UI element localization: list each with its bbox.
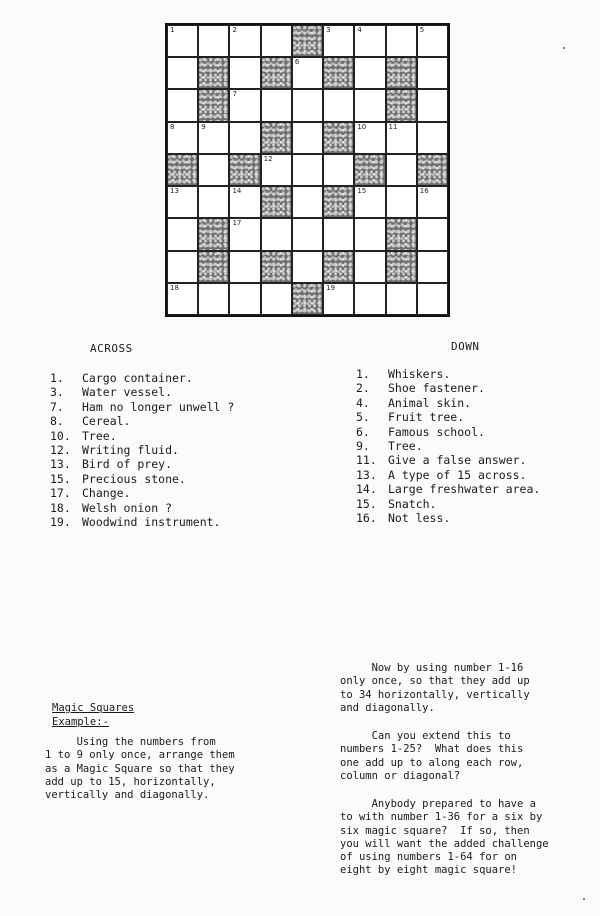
clue-text: Famous school.: [388, 424, 485, 439]
across-clue: [50, 457, 234, 471]
clue-number: 6: [294, 58, 300, 67]
crossword-cell[interactable]: [417, 89, 448, 121]
magic-paragraph-25: Can you extend this to numbers 1-25? What does this one add up to along each row, column or diagonal?: [340, 730, 524, 782]
clue-number: 13: [170, 187, 179, 196]
crossword-cell[interactable]: [167, 251, 198, 283]
crossword-cell[interactable]: [261, 283, 292, 315]
crossword-cell[interactable]: [198, 154, 229, 186]
clue-text: Welsh onion ?: [82, 500, 173, 515]
crossword-cell[interactable]: [323, 89, 354, 121]
crossword-black-cell: [261, 57, 292, 89]
example-paragraph: Using the numbers from 1 to 9 only once, arrange them as a Magic Square so that they add up to 15, horizontally, vertically and diagonally.: [45, 736, 235, 802]
crossword-cell[interactable]: [292, 122, 323, 154]
crossword-cell[interactable]: [386, 122, 417, 154]
clue-number: 14: [232, 187, 242, 196]
crossword-cell[interactable]: [198, 122, 229, 154]
clue-num: 7.: [50, 399, 64, 414]
crossword-cell[interactable]: [292, 218, 323, 250]
crossword-black-cell: [292, 283, 323, 315]
clue-number: 11: [388, 122, 398, 131]
crossword-cell[interactable]: [261, 218, 292, 250]
clue-num: 2.: [356, 381, 370, 396]
crossword-black-cell: [198, 89, 229, 121]
crossword-cell[interactable]: [323, 154, 354, 186]
crossword-cell[interactable]: [229, 251, 260, 283]
crossword-grid: [165, 23, 450, 317]
clue-num: 4.: [356, 395, 370, 410]
clue-number: 7: [232, 90, 237, 99]
clue-number: 3: [326, 26, 331, 34]
crossword-black-cell: [292, 25, 323, 57]
crossword-cell[interactable]: [292, 89, 323, 121]
clue-number: 10: [357, 122, 367, 131]
crossword-cell[interactable]: [386, 154, 417, 186]
crossword-black-cell: [323, 57, 354, 89]
across-clue: [50, 371, 234, 385]
crossword-black-cell: [261, 251, 292, 283]
crossword-cell[interactable]: [167, 122, 198, 154]
crossword-cell[interactable]: [354, 89, 385, 121]
across-clue: [50, 443, 234, 457]
down-clue: [356, 381, 540, 395]
crossword-cell[interactable]: [167, 25, 198, 57]
crossword-cell[interactable]: [323, 218, 354, 250]
crossword-cell[interactable]: [198, 283, 229, 315]
crossword-black-cell: [198, 218, 229, 250]
down-clue: [356, 511, 540, 525]
crossword-cell[interactable]: [417, 25, 448, 57]
clue-text: Snatch.: [388, 496, 437, 511]
clue-text: Precious stone.: [82, 471, 186, 486]
clue-number: 4: [357, 26, 362, 34]
clue-number: 16: [419, 187, 429, 196]
crossword-black-cell: [261, 186, 292, 218]
clue-number: 12: [263, 154, 273, 163]
crossword-cell[interactable]: [354, 25, 385, 57]
down-clue: [356, 410, 540, 424]
magic-squares-title: Magic Squares: [52, 702, 135, 714]
clue-text: Writing fluid.: [82, 443, 179, 458]
clue-num: 5.: [356, 410, 370, 425]
crossword-cell[interactable]: [354, 283, 385, 315]
crossword-cell[interactable]: [229, 122, 260, 154]
clue-number: 2: [232, 26, 237, 34]
clue-text: Water vessel.: [82, 385, 173, 400]
clue-text: Tree.: [82, 428, 117, 443]
crossword-black-cell: [323, 186, 354, 218]
crossword-cell[interactable]: [229, 25, 260, 57]
across-clue: [50, 515, 234, 529]
clue-num: 8.: [50, 414, 64, 429]
crossword-black-cell: [323, 251, 354, 283]
crossword-black-cell: [386, 218, 417, 250]
crossword-black-cell: [229, 154, 260, 186]
crossword-cell[interactable]: [386, 186, 417, 218]
down-clue: [356, 497, 540, 511]
across-clue: [50, 414, 234, 428]
scan-speck: [583, 898, 585, 900]
clue-num: 17.: [50, 486, 71, 501]
crossword-black-cell: [386, 251, 417, 283]
clue-num: 1.: [50, 371, 64, 385]
clue-number: 8: [170, 122, 175, 131]
crossword-cell[interactable]: [167, 57, 198, 89]
clue-text: Not less.: [388, 511, 451, 526]
clue-number: 1: [170, 26, 175, 34]
down-clue: [356, 439, 540, 453]
clue-num: 13.: [356, 467, 377, 482]
crossword-cell[interactable]: [198, 25, 229, 57]
clue-num: 13.: [50, 457, 71, 472]
down-clue: [356, 482, 540, 496]
clue-text: Bird of prey.: [82, 457, 173, 472]
crossword-cell[interactable]: [167, 218, 198, 250]
clue-number: 9: [201, 122, 206, 131]
clue-num: 10.: [50, 428, 71, 443]
clue-number: 17: [232, 219, 242, 228]
clue-text: Change.: [82, 486, 131, 501]
across-clue: [50, 400, 234, 414]
crossword-cell[interactable]: [167, 89, 198, 121]
clue-num: 1.: [356, 367, 370, 381]
crossword-cell[interactable]: [417, 186, 448, 218]
crossword-black-cell: [323, 122, 354, 154]
clue-text: Tree.: [388, 439, 423, 454]
example-label: Example:-: [52, 716, 109, 728]
crossword-cell[interactable]: [323, 283, 354, 315]
crossword-black-cell: [386, 89, 417, 121]
down-clue: [356, 425, 540, 439]
crossword-cell[interactable]: [261, 25, 292, 57]
clue-num: 3.: [50, 385, 64, 400]
clue-text: Cargo container.: [82, 371, 193, 385]
crossword-cell[interactable]: [229, 186, 260, 218]
down-clue-list: [356, 367, 540, 525]
crossword-cell[interactable]: [292, 186, 323, 218]
clue-text: Woodwind instrument.: [82, 515, 221, 530]
crossword-cell[interactable]: [292, 154, 323, 186]
crossword-cell[interactable]: [229, 89, 260, 121]
across-clue: [50, 385, 234, 399]
crossword-cell[interactable]: [167, 283, 198, 315]
crossword-cell[interactable]: [229, 218, 260, 250]
clue-text: Give a false answer.: [388, 453, 527, 468]
across-clue-list: [50, 371, 234, 529]
down-clue: [356, 396, 540, 410]
clue-num: 9.: [356, 439, 370, 454]
crossword-cell[interactable]: [167, 186, 198, 218]
across-heading: ACROSS: [90, 342, 133, 355]
clue-number: 15: [357, 187, 367, 196]
crossword-cell[interactable]: [229, 57, 260, 89]
clue-num: 18.: [50, 500, 71, 515]
crossword-cell[interactable]: [229, 283, 260, 315]
crossword-cell[interactable]: [417, 251, 448, 283]
crossword-black-cell: [261, 122, 292, 154]
crossword-cell[interactable]: [354, 122, 385, 154]
clue-number: 19: [326, 283, 336, 292]
across-clue: [50, 429, 234, 443]
magic-paragraph-36: Anybody prepared to have a to with number 1-36 for a six by six magic square? If so, then you will want the added challenge of using numbers 1-64 for on eight by eight magic square!: [340, 798, 549, 877]
crossword-cell[interactable]: [417, 122, 448, 154]
clue-text: Shoe fastener.: [388, 381, 485, 396]
clue-num: 19.: [50, 515, 71, 530]
crossword-cell[interactable]: [386, 283, 417, 315]
across-clue: [50, 501, 234, 515]
crossword-black-cell: [386, 57, 417, 89]
clue-text: A type of 15 across.: [388, 467, 527, 482]
clue-num: 11.: [356, 453, 377, 468]
crossword-black-cell: [198, 251, 229, 283]
clue-text: Ham no longer unwell ?: [82, 399, 235, 414]
crossword-cell[interactable]: [417, 283, 448, 315]
crossword-cell[interactable]: [261, 89, 292, 121]
clue-num: 15.: [356, 496, 377, 511]
crossword-cell[interactable]: [354, 186, 385, 218]
across-clue: [50, 472, 234, 486]
crossword-black-cell: [417, 154, 448, 186]
crossword-cell[interactable]: [354, 57, 385, 89]
clue-number: 18: [170, 283, 179, 292]
clue-text: Animal skin.: [388, 395, 472, 410]
crossword-cell[interactable]: [417, 57, 448, 89]
clue-num: 6.: [356, 424, 370, 439]
clue-text: Whiskers.: [388, 367, 451, 381]
crossword-cell[interactable]: [386, 25, 417, 57]
crossword-cell[interactable]: [354, 218, 385, 250]
down-clue: [356, 468, 540, 482]
down-clue: [356, 367, 540, 381]
clue-number: 5: [419, 26, 425, 34]
magic-paragraph-16: Now by using number 1-16 only once, so that they add up to 34 horizontally, vertically and diagonally.: [340, 662, 530, 714]
clue-num: 16.: [356, 511, 377, 526]
scan-speck: [563, 47, 565, 49]
crossword-cell[interactable]: [292, 251, 323, 283]
down-heading: DOWN: [451, 340, 480, 353]
clue-text: Cereal.: [82, 414, 131, 429]
clue-text: Large freshwater area.: [388, 482, 541, 497]
crossword-cell[interactable]: [323, 25, 354, 57]
crossword-cell[interactable]: [261, 154, 292, 186]
across-clue: [50, 486, 234, 500]
crossword-black-cell: [167, 154, 198, 186]
crossword-cell[interactable]: [354, 251, 385, 283]
crossword-cell[interactable]: [198, 186, 229, 218]
clue-text: Fruit tree.: [388, 410, 465, 425]
clue-num: 12.: [50, 443, 71, 458]
crossword-cell[interactable]: [292, 57, 323, 89]
clue-num: 14.: [356, 482, 377, 497]
crossword-black-cell: [354, 154, 385, 186]
crossword-black-cell: [198, 57, 229, 89]
clue-num: 15.: [50, 471, 71, 486]
crossword-cell[interactable]: [417, 218, 448, 250]
down-clue: [356, 453, 540, 467]
